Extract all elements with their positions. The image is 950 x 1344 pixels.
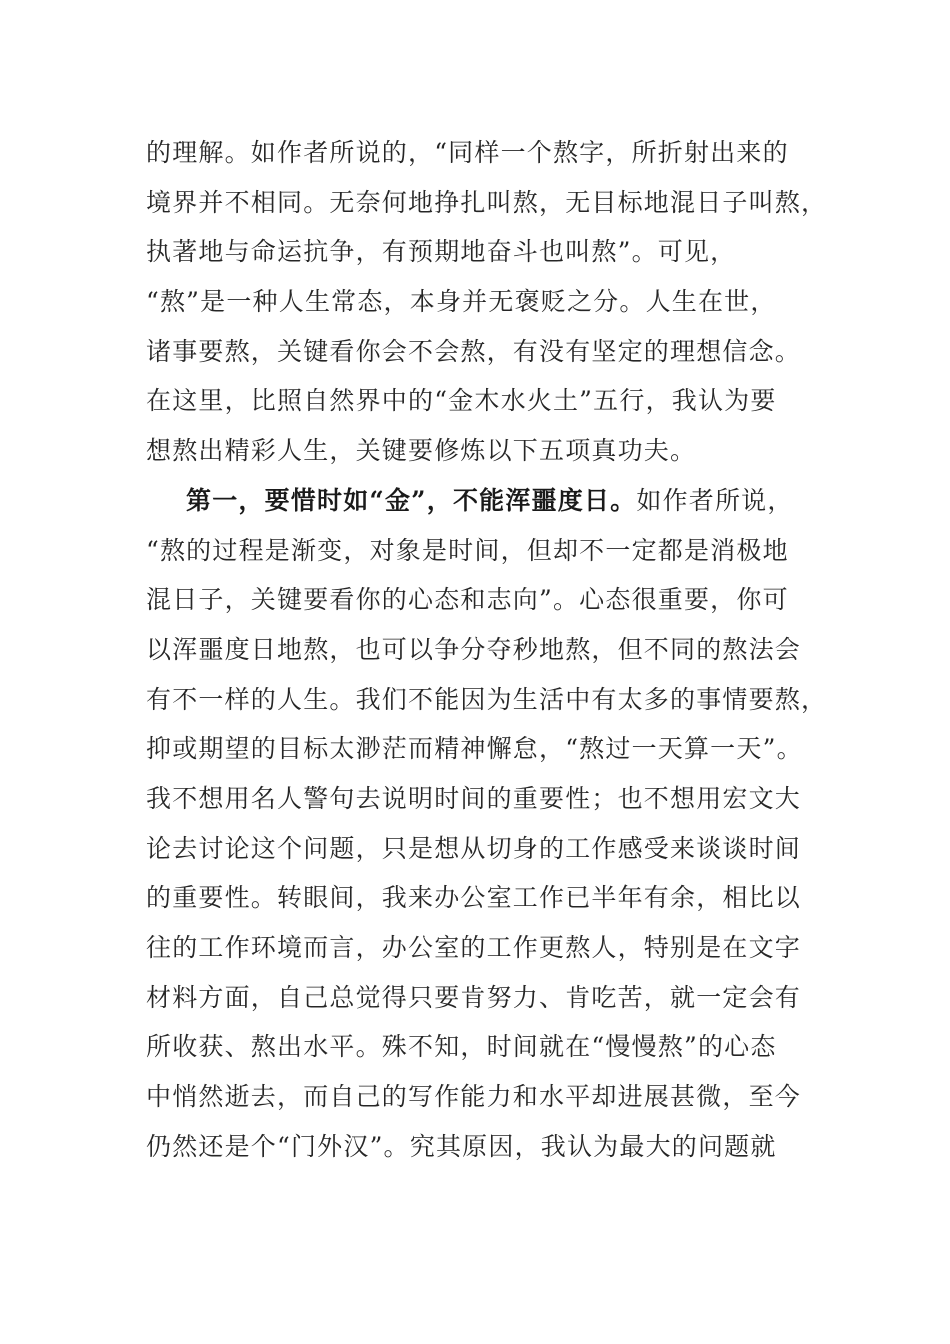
text-line: 论去讨论这个问题，只是想从切身的工作感受来谈谈时间 bbox=[146, 833, 802, 863]
text-line: 诸事要熬，关键看你会不会熬，有没有坚定的理想信念。 bbox=[146, 336, 802, 366]
text-line: “熬的过程是渐变，对象是时间，但却不一定都是消极地 bbox=[146, 535, 789, 565]
text-line: 的重要性。转眼间，我来办公室工作已半年有余，相比以 bbox=[146, 883, 802, 913]
text-line: 往的工作环境而言，办公室的工作更熬人，特别是在文字 bbox=[146, 933, 802, 962]
text-line: 以浑噩度日地熬，也可以争分夺秒地熬，但不同的熬法会 bbox=[146, 634, 802, 664]
paragraph-first-line bbox=[146, 476, 806, 526]
text-line: 我不想用名人警句去说明时间的重要性；也不想用宏文大 bbox=[146, 783, 802, 813]
text-line: 执著地与命运抗争，有预期地奋斗也叫熬”。可见， bbox=[146, 237, 737, 267]
text-line: 中悄然逝去，而自己的写作能力和水平却进展甚微，至今 bbox=[146, 1082, 802, 1112]
text-line: 材料方面，自己总觉得只要肯努力、肯吃苦，就一定会有 bbox=[146, 982, 802, 1012]
text-line: 的理解。如作者所说的，“同样一个熬字，所折射出来的 bbox=[146, 138, 789, 167]
text-line: 想熬出精彩人生，关键要修炼以下五项真功夫。 bbox=[146, 436, 697, 466]
text-line: 所收获、熬出水平。殊不知，时间就在“慢慢熬”的心态 bbox=[146, 1032, 777, 1062]
text-line: 混日子，关键要看你的心态和志向”。心态很重要，你可 bbox=[146, 585, 789, 615]
text-fragment: 如作者所说， bbox=[636, 485, 794, 515]
text-line: 有不一样的人生。我们不能因为生活中有太多的事情要熬， bbox=[146, 684, 828, 714]
section-heading: 第一，要惜时如“金”，不能浑噩度日。 bbox=[186, 485, 637, 515]
text-line: 抑或期望的目标太渺茫而精神懈怠，“熬过一天算一天”。 bbox=[146, 734, 803, 764]
text-line: 在这里，比照自然界中的“金木水火土”五行，我认为要 bbox=[146, 386, 777, 416]
text-line: “熬”是一种人生常态，本身并无褒贬之分。人生在世， bbox=[146, 287, 777, 317]
text-line: 仍然还是个“门外汉”。究其原因，我认为最大的问题就 bbox=[146, 1131, 777, 1161]
body-text bbox=[146, 128, 828, 1171]
text-line: 境界并不相同。无奈何地挣扎叫熬，无目标地混日子叫熬， bbox=[146, 187, 828, 217]
